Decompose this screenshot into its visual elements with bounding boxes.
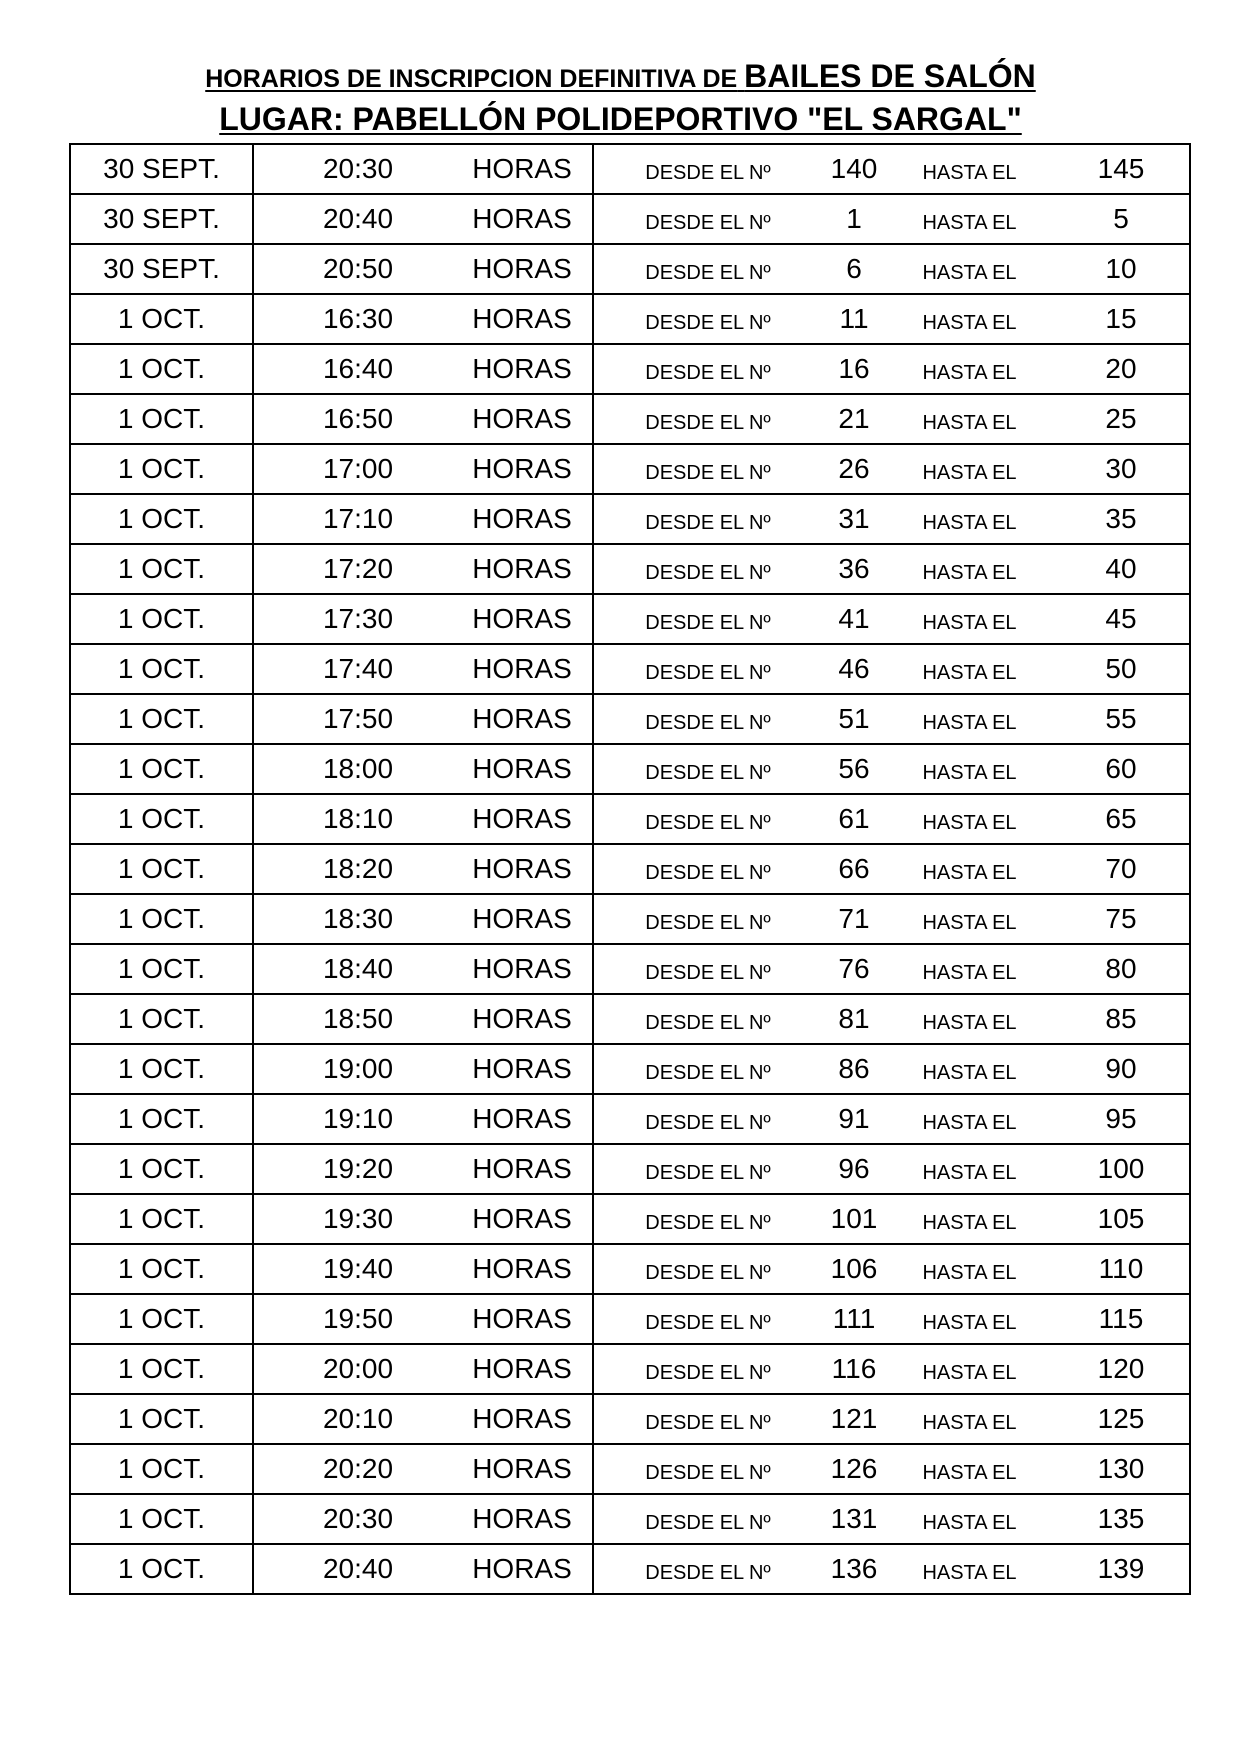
time-cell: 20:40 [253, 194, 462, 244]
from-label-cell: DESDE EL Nº [593, 994, 822, 1044]
date-cell: 1 OCT. [70, 494, 253, 544]
from-number-cell: 21 [822, 394, 886, 444]
from-number-cell: 31 [822, 494, 886, 544]
to-number-cell: 120 [1053, 1344, 1190, 1394]
to-number-cell: 110 [1053, 1244, 1190, 1294]
from-number-cell: 126 [822, 1444, 886, 1494]
time-cell: 18:10 [253, 794, 462, 844]
to-label-cell: HASTA EL [886, 144, 1053, 194]
from-number-cell: 61 [822, 794, 886, 844]
time-cell: 20:00 [253, 1344, 462, 1394]
unit-cell: HORAS [462, 194, 593, 244]
from-label-cell: DESDE EL Nº [593, 1344, 822, 1394]
from-number-cell: 26 [822, 444, 886, 494]
from-label-cell: DESDE EL Nº [593, 394, 822, 444]
time-cell: 19:40 [253, 1244, 462, 1294]
table-row [70, 544, 1190, 594]
date-cell: 1 OCT. [70, 544, 253, 594]
table-row [70, 1294, 1190, 1344]
to-label-cell: HASTA EL [886, 994, 1053, 1044]
from-label-cell: DESDE EL Nº [593, 194, 822, 244]
time-cell: 19:50 [253, 1294, 462, 1344]
date-cell: 1 OCT. [70, 794, 253, 844]
time-cell: 17:20 [253, 544, 462, 594]
table-row [70, 994, 1190, 1044]
to-label-cell: HASTA EL [886, 1294, 1053, 1344]
to-label-cell: HASTA EL [886, 644, 1053, 694]
from-label-cell: DESDE EL Nº [593, 594, 822, 644]
to-label-cell: HASTA EL [886, 444, 1053, 494]
to-number-cell: 50 [1053, 644, 1190, 694]
from-number-cell: 116 [822, 1344, 886, 1394]
table-row [70, 794, 1190, 844]
to-number-cell: 10 [1053, 244, 1190, 294]
table-row [70, 494, 1190, 544]
from-label-cell: DESDE EL Nº [593, 1244, 822, 1294]
unit-cell: HORAS [462, 894, 593, 944]
table-row [70, 894, 1190, 944]
unit-cell: HORAS [462, 594, 593, 644]
to-label-cell: HASTA EL [886, 1344, 1053, 1394]
to-label-cell: HASTA EL [886, 944, 1053, 994]
to-number-cell: 125 [1053, 1394, 1190, 1444]
from-label-cell: DESDE EL Nº [593, 1144, 822, 1194]
table-row [70, 1094, 1190, 1144]
time-cell: 18:20 [253, 844, 462, 894]
date-cell: 1 OCT. [70, 1244, 253, 1294]
time-cell: 16:30 [253, 294, 462, 344]
to-number-cell: 70 [1053, 844, 1190, 894]
unit-cell: HORAS [462, 344, 593, 394]
unit-cell: HORAS [462, 1244, 593, 1294]
from-label-cell: DESDE EL Nº [593, 344, 822, 394]
time-cell: 20:50 [253, 244, 462, 294]
from-number-cell: 111 [822, 1294, 886, 1344]
time-cell: 17:40 [253, 644, 462, 694]
to-label-cell: HASTA EL [886, 744, 1053, 794]
date-cell: 30 SEPT. [70, 144, 253, 194]
from-label-cell: DESDE EL Nº [593, 1544, 822, 1594]
date-cell: 1 OCT. [70, 344, 253, 394]
from-label-cell: DESDE EL Nº [593, 444, 822, 494]
to-number-cell: 40 [1053, 544, 1190, 594]
from-label-cell: DESDE EL Nº [593, 1194, 822, 1244]
date-cell: 1 OCT. [70, 844, 253, 894]
from-number-cell: 76 [822, 944, 886, 994]
unit-cell: HORAS [462, 1144, 593, 1194]
table-row [70, 394, 1190, 444]
to-label-cell: HASTA EL [886, 1394, 1053, 1444]
to-label-cell: HASTA EL [886, 794, 1053, 844]
table-row [70, 944, 1190, 994]
to-label-cell: HASTA EL [886, 1194, 1053, 1244]
unit-cell: HORAS [462, 1094, 593, 1144]
table-row [70, 194, 1190, 244]
unit-cell: HORAS [462, 544, 593, 594]
to-number-cell: 75 [1053, 894, 1190, 944]
to-number-cell: 20 [1053, 344, 1190, 394]
date-cell: 1 OCT. [70, 1544, 253, 1594]
to-label-cell: HASTA EL [886, 494, 1053, 544]
from-label-cell: DESDE EL Nº [593, 694, 822, 744]
date-cell: 1 OCT. [70, 1044, 253, 1094]
to-number-cell: 30 [1053, 444, 1190, 494]
from-number-cell: 71 [822, 894, 886, 944]
from-label-cell: DESDE EL Nº [593, 294, 822, 344]
unit-cell: HORAS [462, 944, 593, 994]
to-label-cell: HASTA EL [886, 1494, 1053, 1544]
schedule-table-body [70, 144, 1190, 1594]
to-label-cell: HASTA EL [886, 1544, 1053, 1594]
unit-cell: HORAS [462, 794, 593, 844]
from-label-cell: DESDE EL Nº [593, 494, 822, 544]
to-label-cell: HASTA EL [886, 1444, 1053, 1494]
table-row [70, 244, 1190, 294]
table-row [70, 344, 1190, 394]
date-cell: 1 OCT. [70, 594, 253, 644]
date-cell: 1 OCT. [70, 444, 253, 494]
from-number-cell: 66 [822, 844, 886, 894]
from-number-cell: 11 [822, 294, 886, 344]
date-cell: 1 OCT. [70, 1444, 253, 1494]
unit-cell: HORAS [462, 644, 593, 694]
to-label-cell: HASTA EL [886, 194, 1053, 244]
from-label-cell: DESDE EL Nº [593, 244, 822, 294]
document-title [0, 58, 1241, 95]
from-number-cell: 16 [822, 344, 886, 394]
to-label-cell: HASTA EL [886, 294, 1053, 344]
from-label-cell: DESDE EL Nº [593, 1394, 822, 1444]
time-cell: 16:50 [253, 394, 462, 444]
date-cell: 1 OCT. [70, 694, 253, 744]
unit-cell: HORAS [462, 1294, 593, 1344]
from-number-cell: 91 [822, 1094, 886, 1144]
time-cell: 20:40 [253, 1544, 462, 1594]
from-number-cell: 106 [822, 1244, 886, 1294]
date-cell: 1 OCT. [70, 944, 253, 994]
time-cell: 20:20 [253, 1444, 462, 1494]
to-number-cell: 55 [1053, 694, 1190, 744]
date-cell: 30 SEPT. [70, 194, 253, 244]
from-label-cell: DESDE EL Nº [593, 544, 822, 594]
time-cell: 19:00 [253, 1044, 462, 1094]
from-number-cell: 36 [822, 544, 886, 594]
from-label-cell: DESDE EL Nº [593, 944, 822, 994]
date-cell: 1 OCT. [70, 1294, 253, 1344]
unit-cell: HORAS [462, 1494, 593, 1544]
from-label-cell: DESDE EL Nº [593, 644, 822, 694]
to-number-cell: 5 [1053, 194, 1190, 244]
table-row [70, 294, 1190, 344]
title-prefix: HORARIOS DE INSCRIPCION DEFINITIVA DE [205, 65, 738, 93]
time-cell: 17:30 [253, 594, 462, 644]
table-row [70, 844, 1190, 894]
unit-cell: HORAS [462, 394, 593, 444]
to-number-cell: 45 [1053, 594, 1190, 644]
unit-cell: HORAS [462, 144, 593, 194]
to-label-cell: HASTA EL [886, 1244, 1053, 1294]
unit-cell: HORAS [462, 444, 593, 494]
from-number-cell: 140 [822, 144, 886, 194]
from-number-cell: 56 [822, 744, 886, 794]
schedule-table [69, 143, 1191, 1595]
time-cell: 20:30 [253, 1494, 462, 1544]
from-number-cell: 51 [822, 694, 886, 744]
from-number-cell: 81 [822, 994, 886, 1044]
from-number-cell: 86 [822, 1044, 886, 1094]
from-label-cell: DESDE EL Nº [593, 894, 822, 944]
from-label-cell: DESDE EL Nº [593, 844, 822, 894]
unit-cell: HORAS [462, 994, 593, 1044]
unit-cell: HORAS [462, 1544, 593, 1594]
time-cell: 19:30 [253, 1194, 462, 1244]
to-number-cell: 145 [1053, 144, 1190, 194]
table-row [70, 1344, 1190, 1394]
to-number-cell: 25 [1053, 394, 1190, 444]
time-cell: 17:10 [253, 494, 462, 544]
to-number-cell: 95 [1053, 1094, 1190, 1144]
unit-cell: HORAS [462, 1044, 593, 1094]
table-row [70, 1544, 1190, 1594]
date-cell: 1 OCT. [70, 1494, 253, 1544]
date-cell: 1 OCT. [70, 1394, 253, 1444]
time-cell: 19:20 [253, 1144, 462, 1194]
from-label-cell: DESDE EL Nº [593, 1094, 822, 1144]
to-number-cell: 100 [1053, 1144, 1190, 1194]
date-cell: 1 OCT. [70, 1344, 253, 1394]
time-cell: 18:30 [253, 894, 462, 944]
to-number-cell: 130 [1053, 1444, 1190, 1494]
to-number-cell: 90 [1053, 1044, 1190, 1094]
table-row [70, 1444, 1190, 1494]
to-label-cell: HASTA EL [886, 244, 1053, 294]
from-number-cell: 101 [822, 1194, 886, 1244]
table-row [70, 644, 1190, 694]
to-number-cell: 85 [1053, 994, 1190, 1044]
date-cell: 1 OCT. [70, 294, 253, 344]
date-cell: 1 OCT. [70, 994, 253, 1044]
date-cell: 1 OCT. [70, 744, 253, 794]
from-number-cell: 136 [822, 1544, 886, 1594]
time-cell: 18:50 [253, 994, 462, 1044]
to-label-cell: HASTA EL [886, 1044, 1053, 1094]
to-number-cell: 65 [1053, 794, 1190, 844]
to-number-cell: 139 [1053, 1544, 1190, 1594]
unit-cell: HORAS [462, 494, 593, 544]
title-emphasis: BAILES DE SALÓN [744, 58, 1036, 94]
to-label-cell: HASTA EL [886, 344, 1053, 394]
to-number-cell: 105 [1053, 1194, 1190, 1244]
unit-cell: HORAS [462, 1444, 593, 1494]
unit-cell: HORAS [462, 1344, 593, 1394]
table-row [70, 144, 1190, 194]
to-number-cell: 60 [1053, 744, 1190, 794]
table-row [70, 1494, 1190, 1544]
from-number-cell: 96 [822, 1144, 886, 1194]
date-cell: 1 OCT. [70, 394, 253, 444]
from-label-cell: DESDE EL Nº [593, 144, 822, 194]
to-number-cell: 80 [1053, 944, 1190, 994]
from-label-cell: DESDE EL Nº [593, 1444, 822, 1494]
unit-cell: HORAS [462, 744, 593, 794]
time-cell: 19:10 [253, 1094, 462, 1144]
time-cell: 16:40 [253, 344, 462, 394]
table-row [70, 1144, 1190, 1194]
time-cell: 18:40 [253, 944, 462, 994]
unit-cell: HORAS [462, 294, 593, 344]
table-row [70, 1044, 1190, 1094]
time-cell: 17:00 [253, 444, 462, 494]
to-number-cell: 35 [1053, 494, 1190, 544]
from-number-cell: 1 [822, 194, 886, 244]
from-label-cell: DESDE EL Nº [593, 1044, 822, 1094]
table-row [70, 1244, 1190, 1294]
to-label-cell: HASTA EL [886, 1144, 1053, 1194]
table-row [70, 594, 1190, 644]
date-cell: 1 OCT. [70, 1094, 253, 1144]
time-cell: 17:50 [253, 694, 462, 744]
to-label-cell: HASTA EL [886, 544, 1053, 594]
from-label-cell: DESDE EL Nº [593, 794, 822, 844]
table-row [70, 444, 1190, 494]
from-label-cell: DESDE EL Nº [593, 1494, 822, 1544]
unit-cell: HORAS [462, 1394, 593, 1444]
to-label-cell: HASTA EL [886, 894, 1053, 944]
unit-cell: HORAS [462, 1194, 593, 1244]
document-subtitle: LUGAR: PABELLÓN POLIDEPORTIVO "EL SARGAL" [219, 101, 1022, 137]
date-cell: 1 OCT. [70, 894, 253, 944]
from-label-cell: DESDE EL Nº [593, 1294, 822, 1344]
to-label-cell: HASTA EL [886, 844, 1053, 894]
from-number-cell: 46 [822, 644, 886, 694]
table-row [70, 1194, 1190, 1244]
from-number-cell: 41 [822, 594, 886, 644]
to-number-cell: 15 [1053, 294, 1190, 344]
to-number-cell: 115 [1053, 1294, 1190, 1344]
date-cell: 1 OCT. [70, 644, 253, 694]
to-label-cell: HASTA EL [886, 1094, 1053, 1144]
table-row [70, 1394, 1190, 1444]
unit-cell: HORAS [462, 244, 593, 294]
date-cell: 1 OCT. [70, 1194, 253, 1244]
to-number-cell: 135 [1053, 1494, 1190, 1544]
unit-cell: HORAS [462, 844, 593, 894]
from-number-cell: 121 [822, 1394, 886, 1444]
from-number-cell: 6 [822, 244, 886, 294]
table-row [70, 694, 1190, 744]
to-label-cell: HASTA EL [886, 394, 1053, 444]
date-cell: 30 SEPT. [70, 244, 253, 294]
time-cell: 20:10 [253, 1394, 462, 1444]
date-cell: 1 OCT. [70, 1144, 253, 1194]
to-label-cell: HASTA EL [886, 694, 1053, 744]
from-number-cell: 131 [822, 1494, 886, 1544]
from-label-cell: DESDE EL Nº [593, 744, 822, 794]
time-cell: 20:30 [253, 144, 462, 194]
time-cell: 18:00 [253, 744, 462, 794]
unit-cell: HORAS [462, 694, 593, 744]
to-label-cell: HASTA EL [886, 594, 1053, 644]
table-row [70, 744, 1190, 794]
